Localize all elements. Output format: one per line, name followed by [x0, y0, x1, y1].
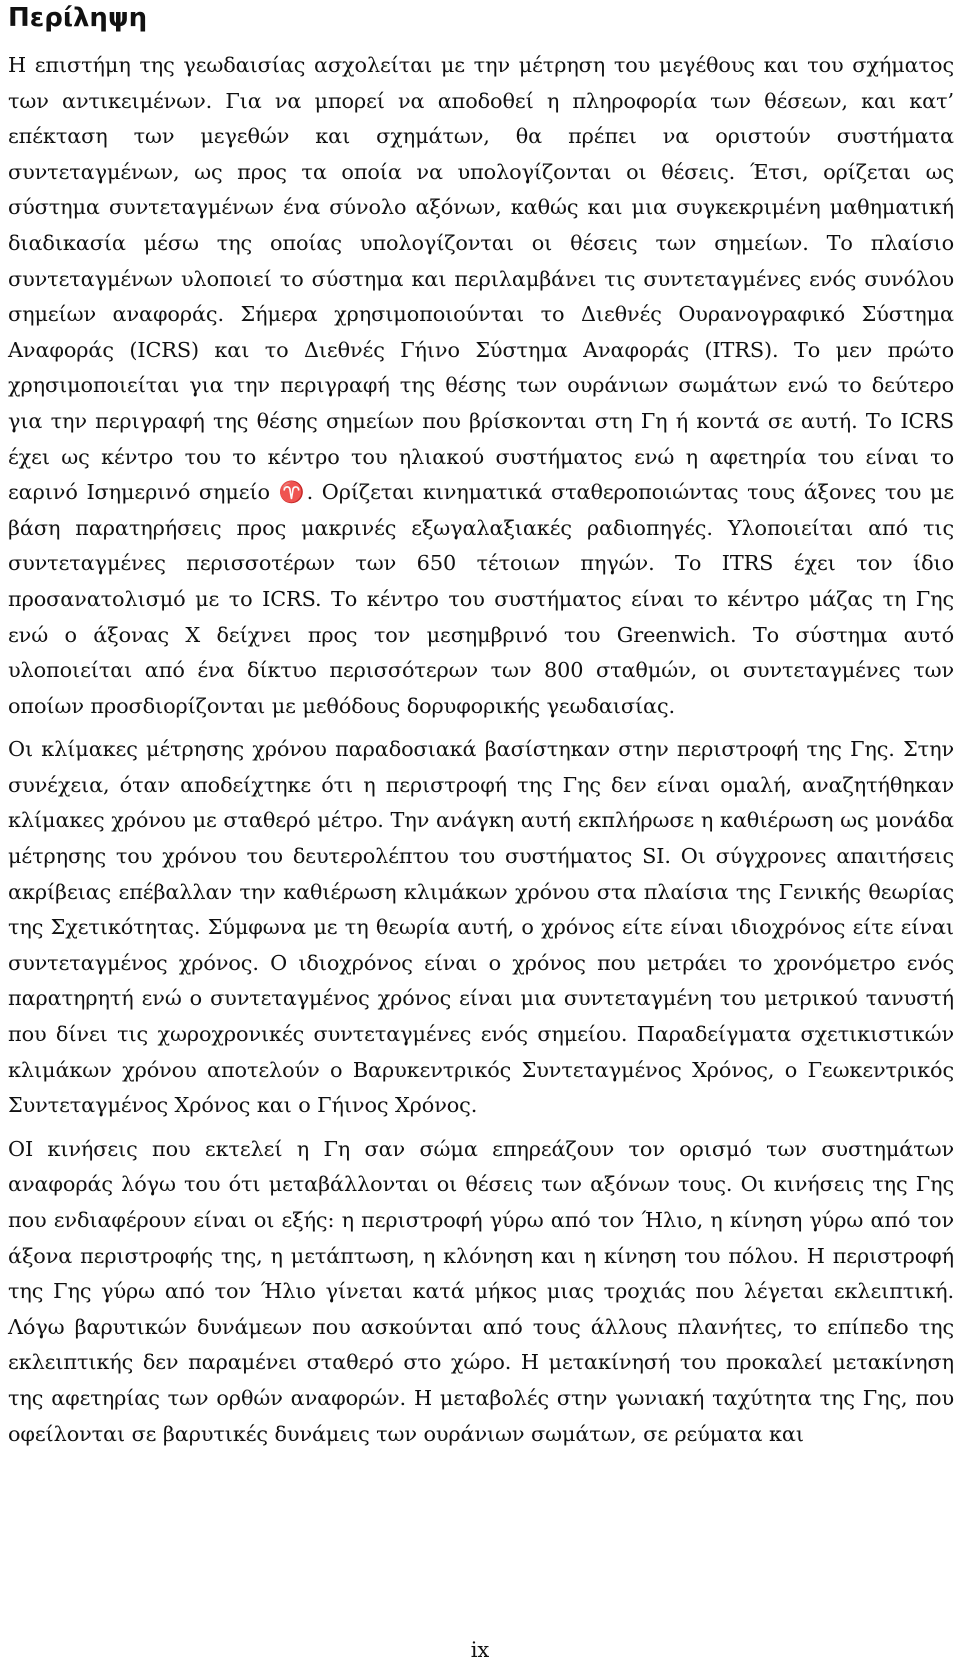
- paragraph-earth-motions: ΟΙ κινήσεις που εκτελεί η Γη σαν σώμα επηρεάζουν τον ορισμό των συστημάτων αναφοράς λόγω του ότι μεταβάλλονται οι θέσεις των αξόνων τους. Οι κινήσεις της Γης που ενδιαφέρουν είναι οι εξής: η περιστροφή γύρω από τον Ήλιο, η κίνηση γύρω από τον άξονα περιστροφής της, η μετάπτωση, η κλόνηση και η κίνηση του πόλου. Η περιστροφή της Γης γύρω από τον Ήλιο γίνεται κατά μήκος μιας τροχιάς που λέγεται εκλειπτική. Λόγω βαρυτικών δυνάμεων που ασκούνται από τους άλλους πλανήτες, το επίπεδο της εκλειπτικής δεν παραμένει σταθερό στο χώρο. Η μετακίνησή του προκαλεί μετακίνηση της αφετηρίας των ορθών αναφορών. Η μεταβολές στην γωνιακή ταχύτητα της Γης, που οφείλονται σε βαρυτικές δυνάμεις των ουράνιων σωμάτων, σε ρεύματα και: [8, 1136, 954, 1446]
- page-title: Περίληψη: [8, 3, 148, 33]
- paragraph-time-scales: Οι κλίμακες μέτρησης χρόνου παραδοσιακά βασίστηκαν στην περιστροφή της Γης. Στην συνέχεια, όταν αποδείχτηκε ότι η περιστροφή της Γης δεν είναι ομαλή, αναζητήθηκαν κλίμακες χρόνου με σταθερό μέτρο. Την ανάγκη αυτή εκπλήρωσε η καθιέρωση ως μονάδα μέτρησης του χρόνου του δευτερολέπτου του συστήματος SI. Οι σύγχρονες απαιτήσεις ακρίβειας επέβαλλαν την καθιέρωση κλιμάκων χρόνου στα πλαίσια της Γενικής θεωρίας της Σχετικότητας. Σύμφωνα με τη θεωρία αυτή, ο χρόνος είτε είναι ιδιοχρόνος είτε είναι συντεταγμένος χρόνος. Ο ιδιοχρόνος είναι ο χρόνος που μετράει το χρονόμετρο ενός παρατηρητή ενώ ο συντεταγμένος χρόνος είναι μια συντεταγμένη του μετρικού τανυστή που δίνει τις χωροχρονικές συντεταγμένες ενός σημείου. Παραδείγματα σχετικιστικών κλιμάκων χρόνου αποτελούν ο Βαρυκεντρικός Συντεταγμένος Χρόνος, ο Γεωκεντρικός Συντεταγμένος Χρόνος και ο Γήινος Χρόνος.: [8, 737, 954, 1118]
- document-page: [8, 0, 954, 1460]
- paragraph-coordinate-systems: Η επιστήμη της γεωδαισίας ασχολείται με την μέτρηση του μεγέθους και του σχήματος των αντικειμένων. Για να μπορεί να αποδοθεί η πληροφορία των θέσεων, και κατ’ επέκταση των μεγεθών και σχημάτων, θα πρέπει να οριστούν συστήματα συντεταγμένων, ως προς τα οποία να υπολογίζονται οι θέσεις. Έτσι, ορίζεται ως σύστημα συντεταγμένων ένα σύνολο αξόνων, καθώς και μια συγκεκριμένη μαθηματική διαδικασία μέσω της οποίας υπολογίζονται οι θέσεις των σημείων. Το πλαίσιο συντεταγμένων υλοποιεί το σύστημα και περιλαμβάνει τις συντεταγμένες ενός συνόλου σημείων αναφοράς. Σήμερα χρησιμοποιούνται το Διεθνές Ουρανογραφικό Σύστημα Αναφοράς (ICRS) και το Διεθνές Γήινο Σύστημα Αναφοράς (ITRS). Το μεν πρώτο χρησιμοποιείται για την περιγραφή της θέσης των ουράνιων σωμάτων ενώ το δεύτερο για την περιγραφή της θέσης σημείων που βρίσκονται στη Γη ή κοντά σε αυτή. Το ICRS έχει ως κέντρο του το κέντρο του ηλιακού συστήματος ενώ η αφετηρία του είναι το εαρινό Ισημερινό σημείο ♈. Ορίζεται κινηματικά σταθεροποιώντας τους άξονες του με βάση παρατηρήσεις προς μακρινές εξωγαλαξιακές ραδιοπηγές. Υλοποιείται από τις συντεταγμένες περισσοτέρων των 650 τέτοιων πηγών. Το ITRS έχει τον ίδιο προσανατολισμό με το ICRS. Το κέντρο του συστήματος είναι το κέντρο μάζας τη Γης ενώ ο άξονας X δείχνει προς τον μεσημβρινό του Greenwich. Το σύστημα αυτό υλοποιείται από ένα δίκτυο περισσότερων των 800 σταθμών, οι συντεταγμένες των οποίων προσδιορίζονται με μεθόδους δορυφορικής γεωδαισίας.: [8, 53, 954, 718]
- page-number: ix: [470, 1638, 490, 1662]
